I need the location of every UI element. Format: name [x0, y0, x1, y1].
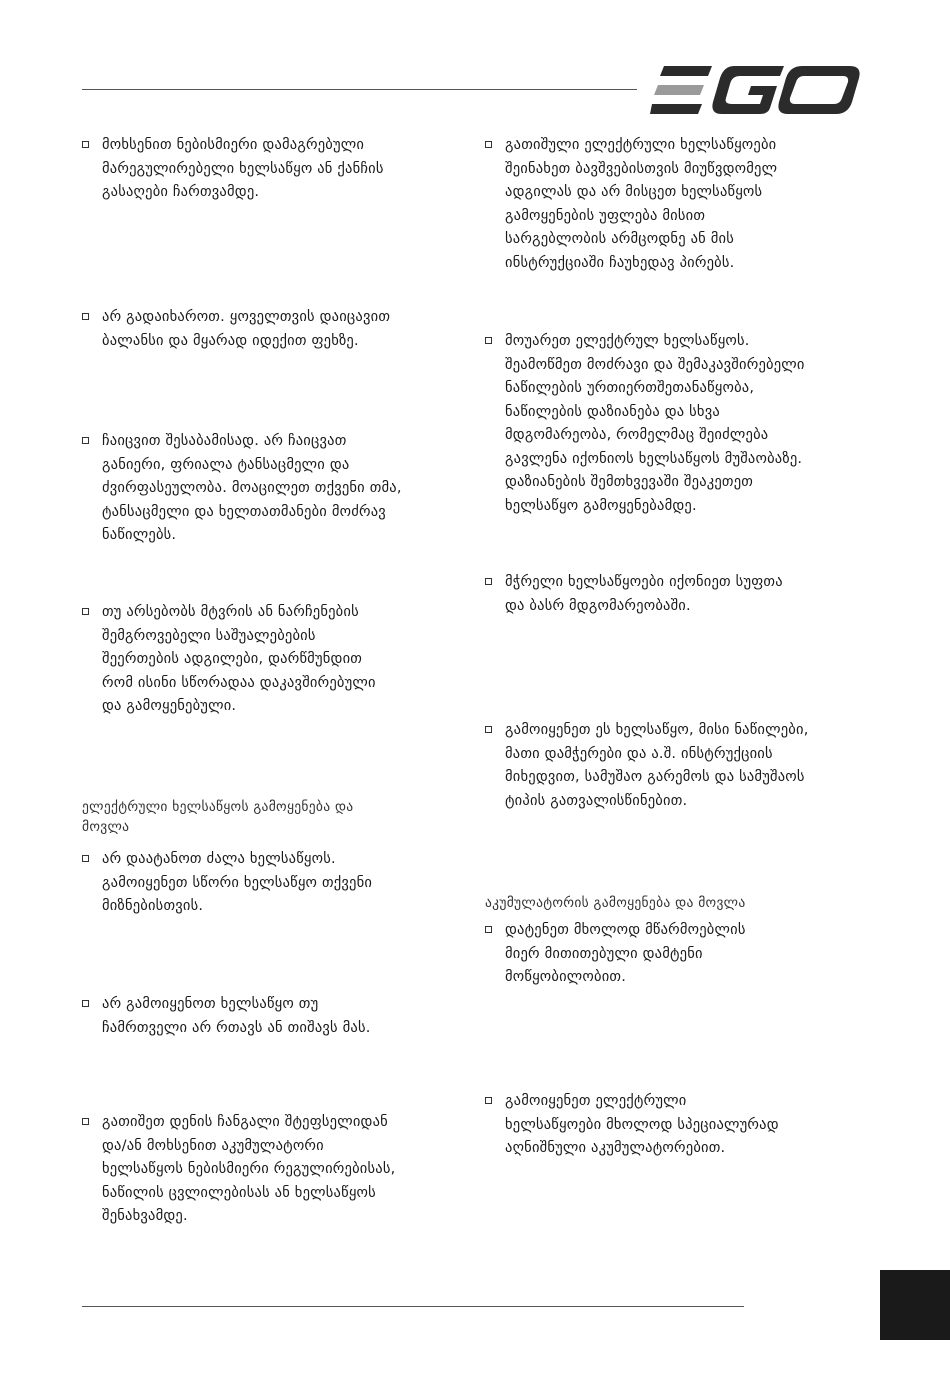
list-item: [82, 134, 502, 205]
list-item-text: მოხსენით ნებისმიერი დამაგრებული მარეგულირებელი ხელსაწყო ან ქანჩის გასაღები ჩართვამდე.: [102, 137, 384, 200]
bullet-square-icon: [82, 437, 89, 444]
list-item: [82, 430, 502, 548]
list-item: [82, 306, 502, 353]
header-rule: [82, 89, 637, 90]
list-item: [485, 134, 905, 275]
list-item: [485, 1090, 905, 1161]
list-item-text: არ გამოიყენოთ ხელსაწყო თუ ჩამრთველი არ რთავს ან თიშავს მას.: [102, 996, 371, 1036]
section-heading-battery-use: აკუმულატორის გამოყენება და მოვლა: [485, 895, 746, 911]
bullet-square-icon: [485, 337, 492, 344]
list-item-text: ჩაიცვით შესაბამისად. არ ჩაიცვათ განიერი, ფრიალა ტანსაცმელი და ძვირფასეულობა. მოაცილეთ თქვენი თმა, ტანსაცმელი და ხელთათმანები მოძრავ ნაწილებს.: [102, 433, 402, 543]
section-heading-power-tool-use: ელექტრული ხელსაწყოს გამოყენება და მოვლა: [82, 799, 354, 835]
list-item: [485, 571, 905, 618]
list-item-text: არ დაატანოთ ძალა ხელსაწყოს. გამოიყენეთ სწორი ხელსაწყო თქვენი მიზნებისთვის.: [102, 851, 373, 914]
list-item-text: გამოიყენეთ ეს ხელსაწყო, მისი ნაწილები, მათი დამჭერები და ა.შ. ინსტრუქციის მიხედვით, სამუშაო გარემოს და სამუშაოს ტიპის გათვალისწინებით.: [505, 722, 809, 809]
bullet-square-icon: [82, 855, 89, 862]
bullet-square-icon: [485, 578, 492, 585]
list-item-text: გათიშული ელექტრული ხელსაწყოები შეინახეთ ბავშვებისთვის მიუწვდომელ ადგილას და არ მისცეთ ხელსაწყოს გამოყენების უფლება მისით სარგებლობის არმცოდნე ან მის ინსტრუქციაში ჩაუხედავ პირებს.: [505, 137, 778, 271]
list-item-text: დატენეთ მხოლოდ მწარმოებლის მიერ მითითებული დამტენი მოწყობილობით.: [505, 922, 746, 985]
bullet-square-icon: [82, 608, 89, 615]
list-item: [82, 993, 502, 1040]
bullet-square-icon: [485, 726, 492, 733]
bullet-square-icon: [82, 313, 89, 320]
list-item-text: არ გადაიხაროთ. ყოველთვის დაიცავით ბალანსი და მყარად იდექით ფეხზე.: [102, 309, 391, 349]
ego-logo: [650, 64, 862, 116]
bullet-square-icon: [485, 1097, 492, 1104]
bullet-square-icon: [82, 1000, 89, 1007]
list-item-text: მოუარეთ ელექტრულ ხელსაწყოს. შეამოწმეთ მოძრავი და შემაკავშირებელი ნაწილების ურთიერთშეთანაწყობა, ნაწილების დაზიანება და სხვა მდგომარეობა, რომელმაც შეიძლება გავლენა იქონიოს ხელსაწყოს მუშაობაზე. დაზიანების შემთხვევაში შეაკეთეთ ხელსაწყო გამოყენებამდე.: [505, 333, 805, 514]
list-item-text: თუ არსებობს მტვრის ან ნარჩენების შემგროვებელი საშუალებების შეერთების ადგილები, დარწმუნდით რომ ისინი სწორადაა დაკავშირებული და გამოყენებული.: [102, 604, 376, 714]
list-item-text: მჭრელი ხელსაწყოები იქონიეთ სუფთა და ბასრ მდგომარეობაში.: [505, 574, 783, 614]
bullet-square-icon: [485, 926, 492, 933]
list-item: [485, 719, 905, 813]
list-item: [485, 919, 905, 990]
footer-rule: [82, 1306, 744, 1307]
list-item: [82, 1111, 502, 1229]
list-item-text: გამოიყენეთ ელექტრული ხელსაწყოები მხოლოდ სპეციალურად აღნიშნული აკუმულატორებით.: [505, 1093, 779, 1156]
list-item: [82, 601, 502, 719]
list-item: [82, 848, 502, 919]
bullet-square-icon: [82, 1118, 89, 1125]
bullet-square-icon: [485, 141, 492, 148]
page-edge-tab: [880, 1270, 950, 1340]
bullet-square-icon: [82, 141, 89, 148]
list-item-text: გათიშეთ დენის ჩანგალი შტეფსელიდან და/ან მოხსენით აკუმულატორი ხელსაწყოს ნებისმიერი რეგულირებისას, ნაწილის ცვლილებისას ან ხელსაწყოს შენახვამდე.: [102, 1114, 396, 1224]
list-item: [485, 330, 905, 518]
